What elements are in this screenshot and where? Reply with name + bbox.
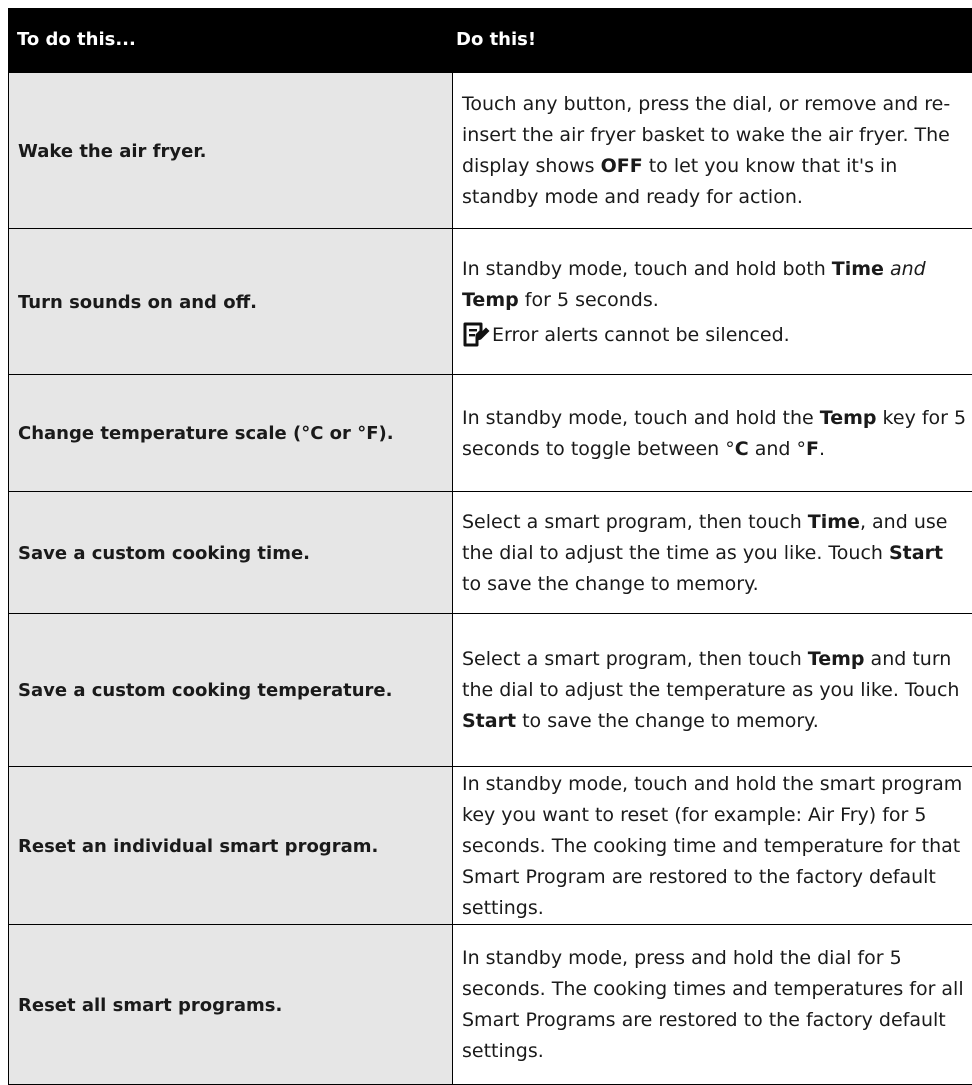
table-row xyxy=(8,766,972,925)
action-cell: Reset an individual smart program. xyxy=(8,767,453,925)
instruction-cell xyxy=(453,767,972,925)
table-row xyxy=(8,613,972,767)
note-text: Error alerts cannot be silenced. xyxy=(492,323,790,346)
header-col-instruction: Do this! xyxy=(456,29,537,50)
action-cell: Reset all smart programs. xyxy=(8,925,453,1085)
note xyxy=(462,320,968,351)
table-row xyxy=(8,72,972,229)
instruction-cell xyxy=(453,73,972,229)
table-row xyxy=(8,228,972,375)
instruction-text: Select a smart program, then touch Temp and turn the dial to adjust the temperature as you like. Touch Start to save the change to memory. xyxy=(462,648,960,732)
instruction-cell xyxy=(453,492,972,614)
instruction-cell xyxy=(453,925,972,1085)
instruction-cell xyxy=(453,375,972,492)
instruction-text: In standby mode, touch and hold both Time and Temp for 5 seconds. xyxy=(462,257,926,311)
action-cell: Save a custom cooking temperature. xyxy=(8,614,453,767)
instruction-text: In standby mode, press and hold the dial for 5 seconds. The cooking times and temperatures for all Smart Programs are restored to the factory default settings. xyxy=(462,947,964,1062)
instruction-cell xyxy=(453,614,972,767)
action-cell: Wake the air fryer. xyxy=(8,73,453,229)
instruction-text: In standby mode, touch and hold the smart program key you want to reset (for example: Air Fry) for 5 seconds. The cooking time and temperature for that Smart Program are restored to the factory default settings. xyxy=(462,772,963,919)
instruction-text: Select a smart program, then touch Time, and use the dial to adjust the time as you like. Touch Start to save the change to memory. xyxy=(462,510,948,595)
instructions-table xyxy=(8,8,972,1085)
table-row xyxy=(8,374,972,492)
instruction-text: In standby mode, touch and hold the Temp key for 5 seconds to toggle between °C and °F. xyxy=(462,406,967,460)
instruction-text: Touch any button, press the dial, or remove and re-insert the air fryer basket to wake the air fryer. The display shows OFF to let you know that it's in standby mode and ready for action. xyxy=(462,93,951,208)
action-cell: Turn sounds on and off. xyxy=(8,229,453,375)
instruction-cell xyxy=(453,229,972,375)
action-cell: Change temperature scale (°C or °F). xyxy=(8,375,453,492)
note-pencil-icon xyxy=(462,321,490,349)
table-header xyxy=(8,8,972,72)
table-row xyxy=(8,924,972,1085)
table-row xyxy=(8,491,972,614)
action-cell: Save a custom cooking time. xyxy=(8,492,453,614)
header-col-action: To do this... xyxy=(17,29,136,50)
